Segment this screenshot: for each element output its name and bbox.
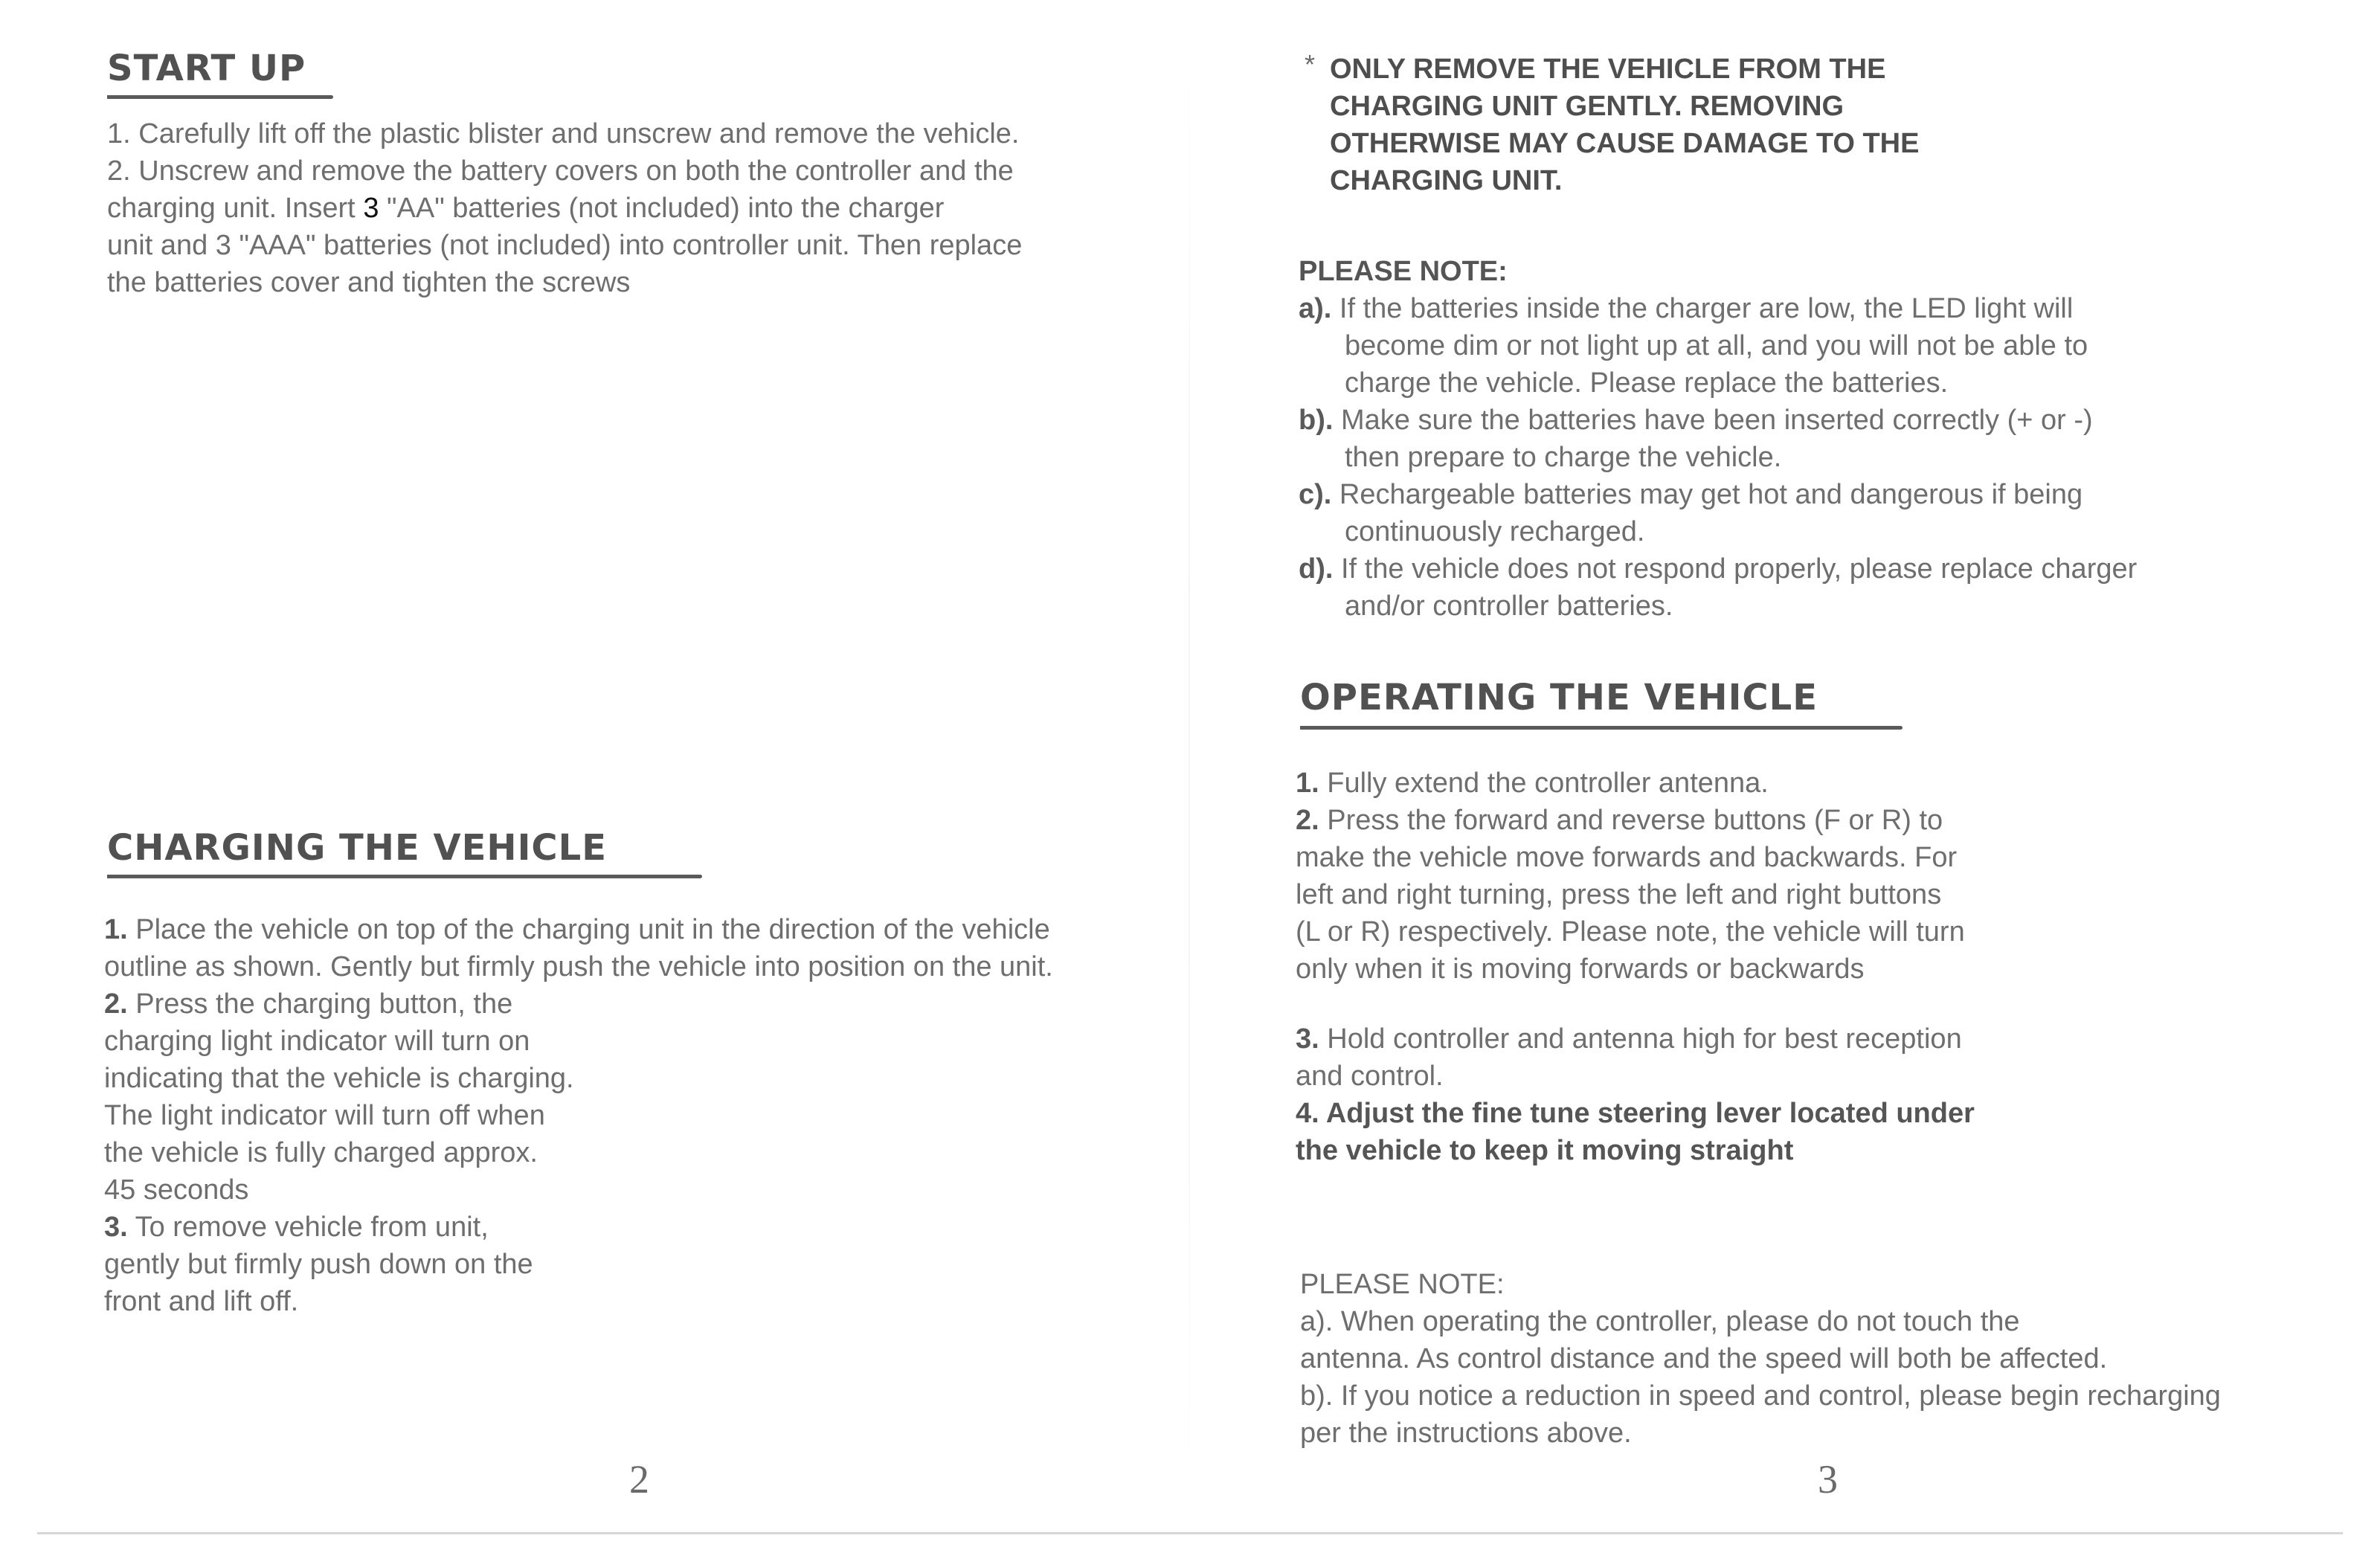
step-text: charging unit. Insert [107,193,364,224]
operating-step-2-line-2: make the vehicle move forwards and backwards. For [1296,842,1958,873]
step-text: "AA" batteries (not included) into the charger [379,193,945,224]
start-up-step-2 [107,152,1022,190]
removal-warning [1330,51,1919,199]
charging-step-2-line-5: the vehicle is fully charged approx. [104,1137,538,1168]
operating-step-2-line-4: (L or R) respectively. Please note, the vehicle will turn [1296,916,1965,948]
charging-step-2-line-2: charging light indicator will turn on [104,1026,530,1057]
step-number: 1 [107,118,123,149]
charging-heading: CHARGING THE VEHICLE [107,827,608,869]
charging-step-3-line-3: front and lift off. [104,1286,299,1317]
warning-line-3: OTHERWISE MAY CAUSE DAMAGE TO THE [1330,128,1920,159]
operating-underline [1300,726,1903,730]
step-text: . Carefully lift off the plastic blister and unscrew and remove the vehicle. [123,118,1020,149]
start-up-step-1 [107,115,1022,152]
note-b-line-2: then prepare to charge the vehicle. [1345,442,1782,473]
step-text: Hold controller and antenna high for best reception [1319,1023,1962,1055]
step-text: Press the forward and reverse buttons (F or R) to [1319,805,1943,836]
operating-step-4: 4. Adjust the fine tune steering lever located under [1296,1098,1975,1129]
charging-step-2-line-3: indicating that the vehicle is charging. [104,1063,574,1094]
note-c [1299,476,2137,513]
note-c-line-2: continuously recharged. [1345,516,1645,547]
start-up-step-2-line-3: unit and 3 "AAA" batteries (not included) into controller unit. Then replace [107,230,1023,261]
warning-line-4: CHARGING UNIT. [1330,165,1563,196]
charging-step-3 [104,1209,1053,1246]
note-a: a). When operating the controller, please do not touch the [1300,1306,2020,1337]
step-text: . Unscrew and remove the battery covers on both the controller and the [123,155,1014,187]
note-text: If the vehicle does not respond properly, please replace charger [1333,553,2138,585]
step-number: 1. [104,914,128,945]
start-up-steps [107,115,1022,301]
charging-steps [104,911,1053,1320]
note-title: PLEASE NOTE: [1300,1269,1505,1300]
charging-step-2-line-4: The light indicator will turn off when [104,1100,545,1131]
charging-step-3-line-2: gently but firmly push down on the [104,1249,533,1280]
note-a [1299,290,2137,327]
operating-step-2 [1296,802,1965,839]
charging-step-2 [104,985,1053,1023]
charging-step-1-line-2: outline as shown. Gently but firmly push the vehicle into position on the unit. [104,951,1053,982]
step-text: Place the vehicle on top of the charging unit in the direction of the vehicle [127,914,1050,945]
step-text: Fully extend the controller antenna. [1319,768,1769,799]
start-up-underline [107,95,333,99]
warning-line-2: CHARGING UNIT GENTLY. REMOVING [1330,91,1844,122]
charging-underline [107,875,702,878]
operating-step-3 [1296,1020,1975,1058]
note-text: Rechargeable batteries may get hot and dangerous if being [1331,479,2083,510]
step-number: 3. [104,1212,128,1243]
step-text: Press the charging button, the [127,988,513,1020]
operating-step-4-line-2: the vehicle to keep it moving straight [1296,1135,1794,1166]
note-a-line-2: become dim or not light up at all, and you will not be able to [1345,330,2088,361]
operating-heading: OPERATING THE VEHICLE [1300,677,1818,718]
note-b [1299,402,2137,439]
warning-asterisk: * [1305,49,1316,80]
start-up-step-2-line-2 [107,190,1022,227]
note-label: d). [1299,553,1334,585]
charging-notes [1299,253,2137,625]
step-number: 2. [104,988,128,1020]
note-text: Make sure the batteries have been inserted correctly (+ or -) [1333,405,2093,436]
page-bottom-edge [37,1532,2343,1534]
warning-line-1: ONLY REMOVE THE VEHICLE FROM THE [1330,54,1886,85]
operating-notes [1300,1266,2221,1452]
page-number-left: 2 [629,1457,649,1502]
charging-step-2-line-6: 45 seconds [104,1174,249,1206]
step-number: 2. [1296,805,1319,836]
operating-step-2-line-5: only when it is moving forwards or backwards [1296,953,1865,985]
operating-step-3-line-2: and control. [1296,1061,1444,1092]
step-text: To remove vehicle from unit, [127,1212,489,1243]
operating-steps [1296,765,1965,988]
page-number-right: 3 [1818,1457,1838,1502]
note-b-line-2: per the instructions above. [1300,1418,1632,1449]
step-number: 3. [1296,1023,1319,1055]
operating-steps-continued [1296,1020,1975,1169]
start-up-heading: START UP [107,48,306,89]
note-title: PLEASE NOTE: [1299,256,1508,287]
note-d [1299,550,2137,588]
operating-step-1 [1296,765,1965,802]
charging-step-1 [104,911,1053,948]
note-label: a). [1299,293,1332,324]
note-a-line-2: antenna. As control distance and the speed will both be affected. [1300,1343,2108,1374]
start-up-step-2-line-4: the batteries cover and tighten the screws [107,267,631,298]
note-a-line-3: charge the vehicle. Please replace the batteries. [1345,367,1949,399]
step-number: 2 [107,155,123,187]
battery-quantity: 3 [363,193,379,224]
note-d-line-2: and/or controller batteries. [1345,591,1673,622]
operating-step-2-line-3: left and right turning, press the left and right buttons [1296,879,1942,910]
step-number: 1. [1296,768,1319,799]
note-label: b). [1299,405,1334,436]
note-text: If the batteries inside the charger are low, the LED light will [1331,293,2074,324]
right-page [1190,0,2380,1544]
note-label: c). [1299,479,1332,510]
note-b: b). If you notice a reduction in speed and control, please begin recharging [1300,1380,2221,1412]
